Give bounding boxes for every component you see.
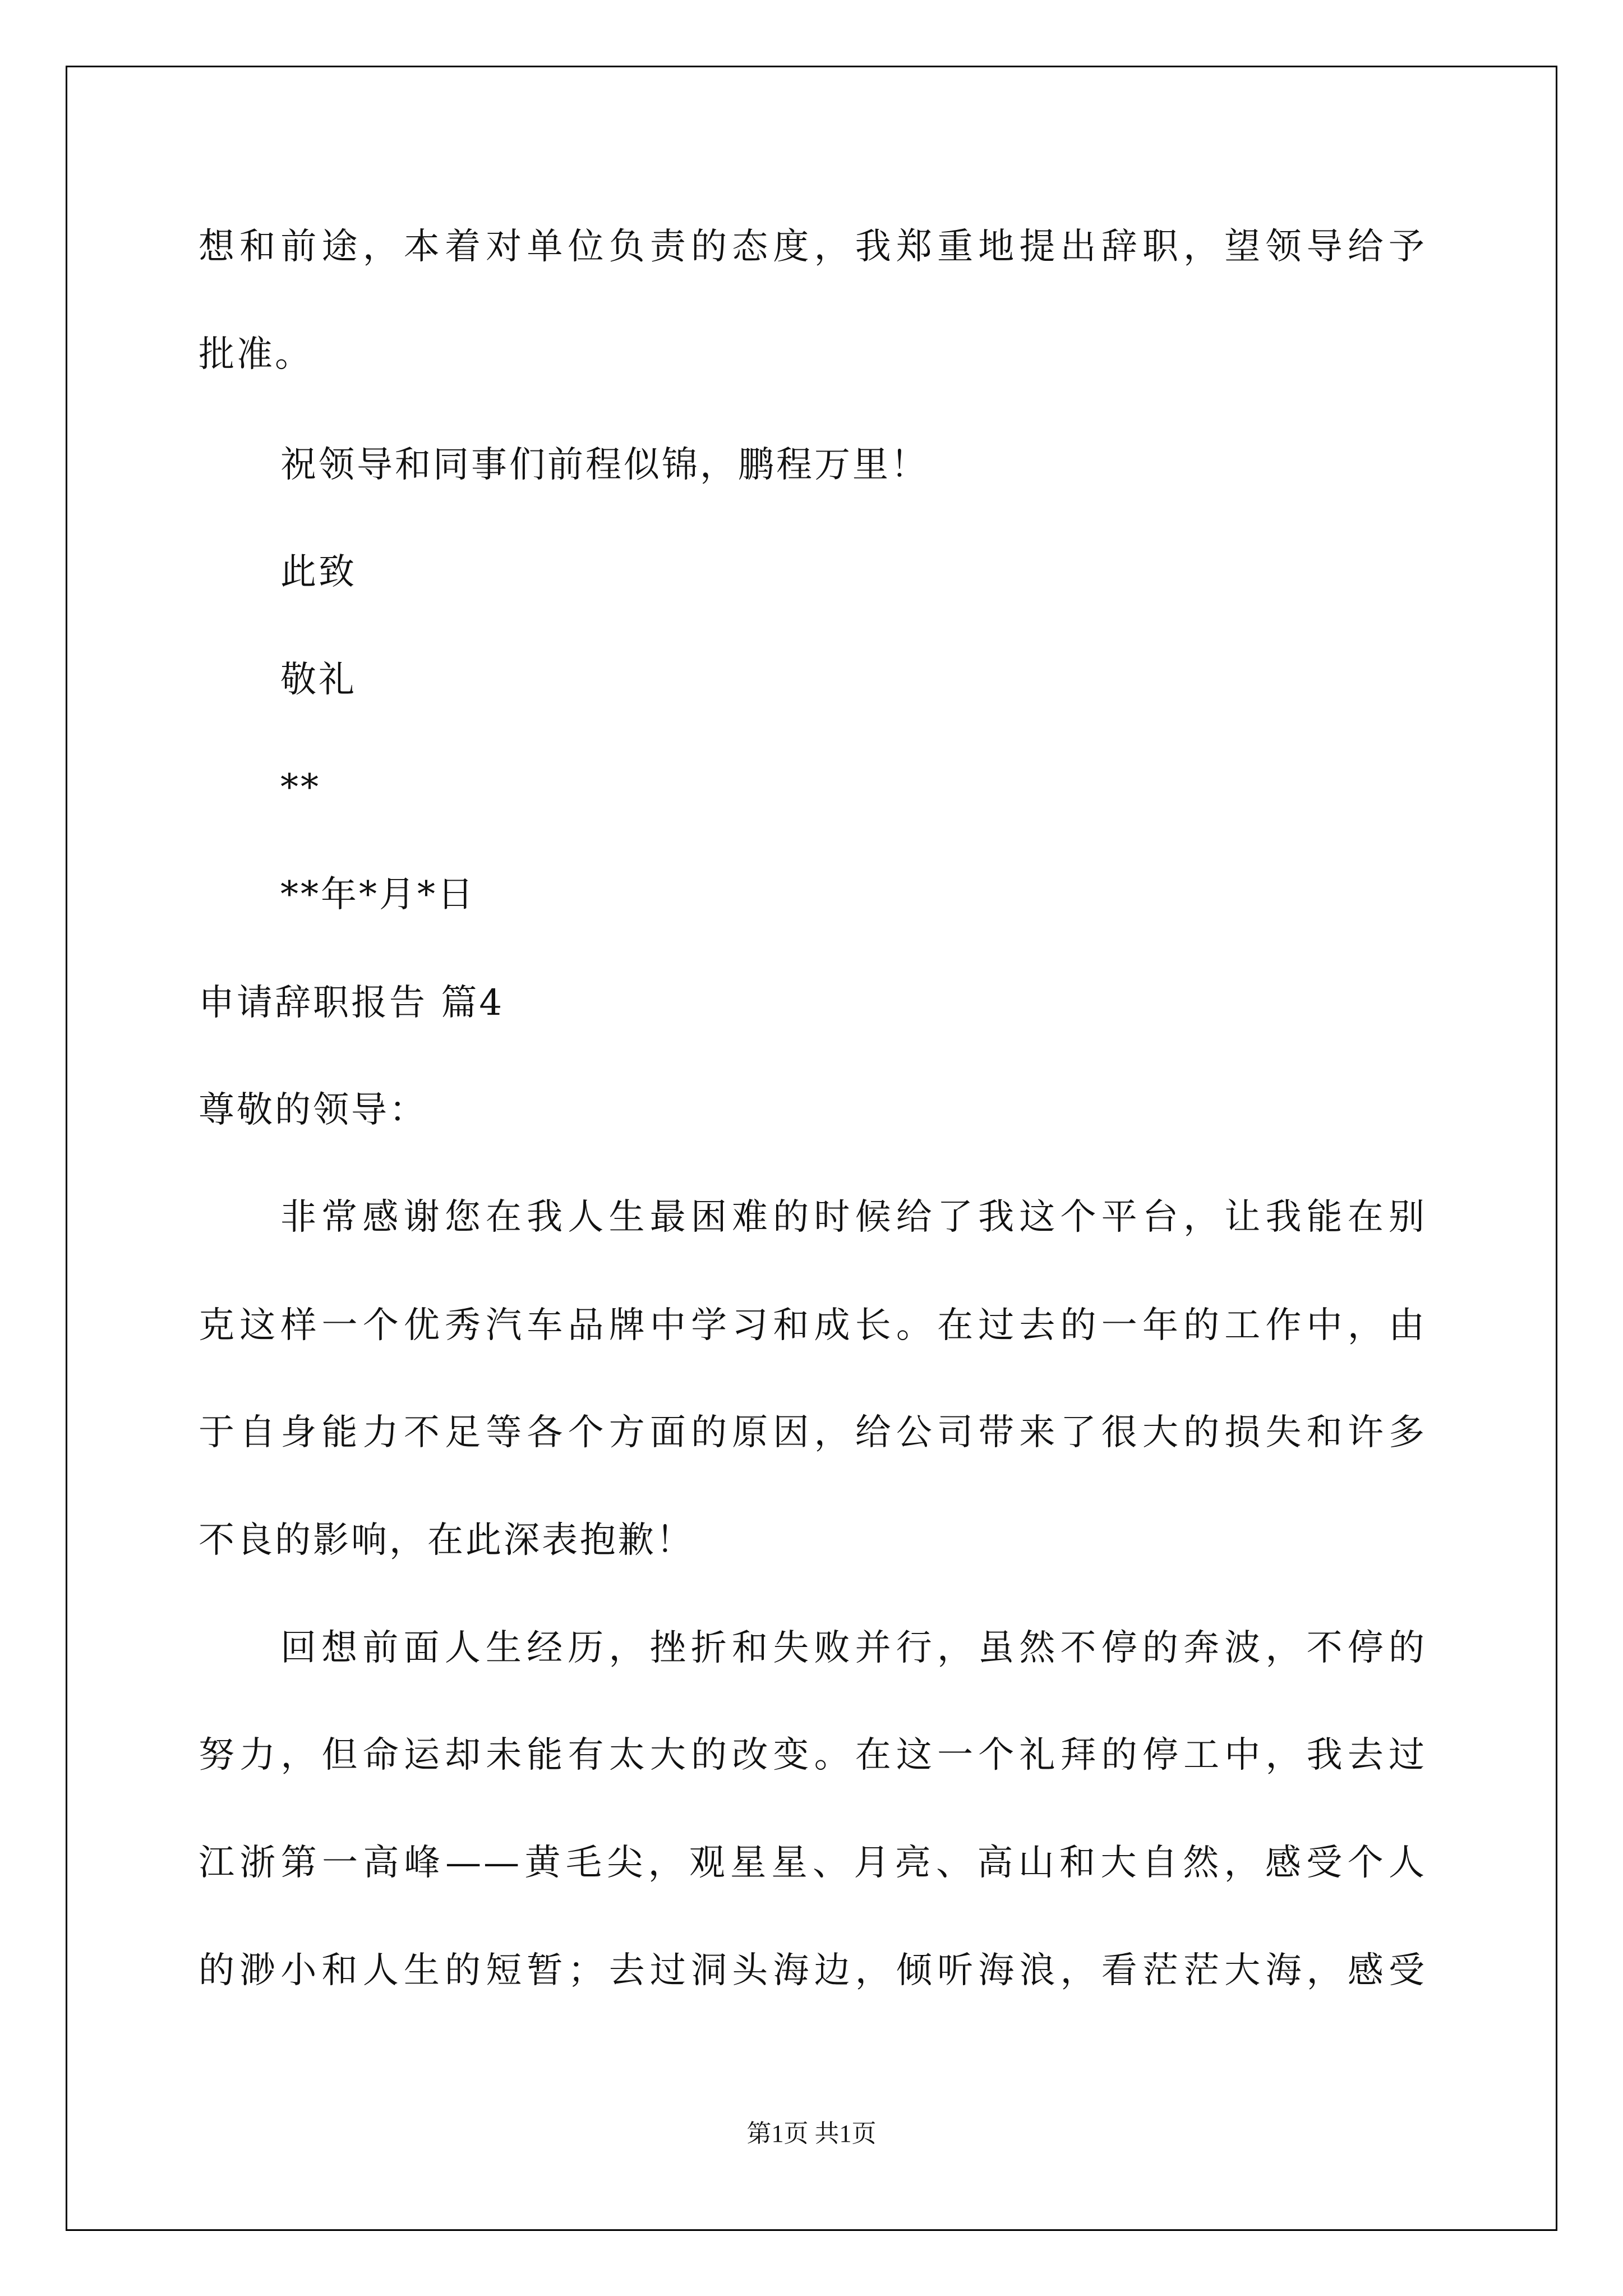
paragraph-line: 克这样一个优秀汽车品牌中学习和成长。在过去的一年的工作中，由 [199, 1305, 1427, 1346]
paragraph-line: 于自身能力不足等各个方面的原因，给公司带来了很大的损失和许多 [199, 1412, 1427, 1453]
signature-name: ** [280, 767, 321, 808]
closing-wish: 祝领导和同事们前程似锦，鹏程万里！ [280, 444, 929, 486]
paragraph-line: 努力，但命运却未能有太大的改变。在这一个礼拜的停工中，我去过 [199, 1734, 1427, 1776]
section-heading: 申请辞职报告 篇4 [199, 982, 505, 1024]
paragraph-line: 想和前途，本着对单位负责的态度，我郑重地提出辞职，望领导给予 [199, 226, 1427, 268]
signature-date: **年*月*日 [280, 874, 476, 915]
paragraph-line: 批准。 [199, 334, 313, 375]
page-footer: 第1页 共1页 [746, 2120, 877, 2147]
paragraph-line: 的渺小和人生的短暂；去过洞头海边，倾听海浪，看茫茫大海，感受 [199, 1950, 1427, 1991]
paragraph-line: 非常感谢您在我人生最困难的时候给了我这个平台，让我能在别 [280, 1197, 1427, 1238]
paragraph-line: 江浙第一高峰——黄毛尖，观星星、月亮、高山和大自然，感受个人 [199, 1842, 1427, 1884]
page-border [66, 66, 1557, 2231]
paragraph-line: 不良的影响，在此深表抱歉！ [199, 1520, 694, 1561]
paragraph-line: 回想前面人生经历，挫折和失败并行，虽然不停的奔波，不停的 [280, 1627, 1427, 1669]
salutation-ci-zhi: 此致 [280, 551, 357, 593]
greeting: 尊敬的领导： [199, 1089, 427, 1131]
salutation-jing-li: 敬礼 [280, 659, 357, 701]
